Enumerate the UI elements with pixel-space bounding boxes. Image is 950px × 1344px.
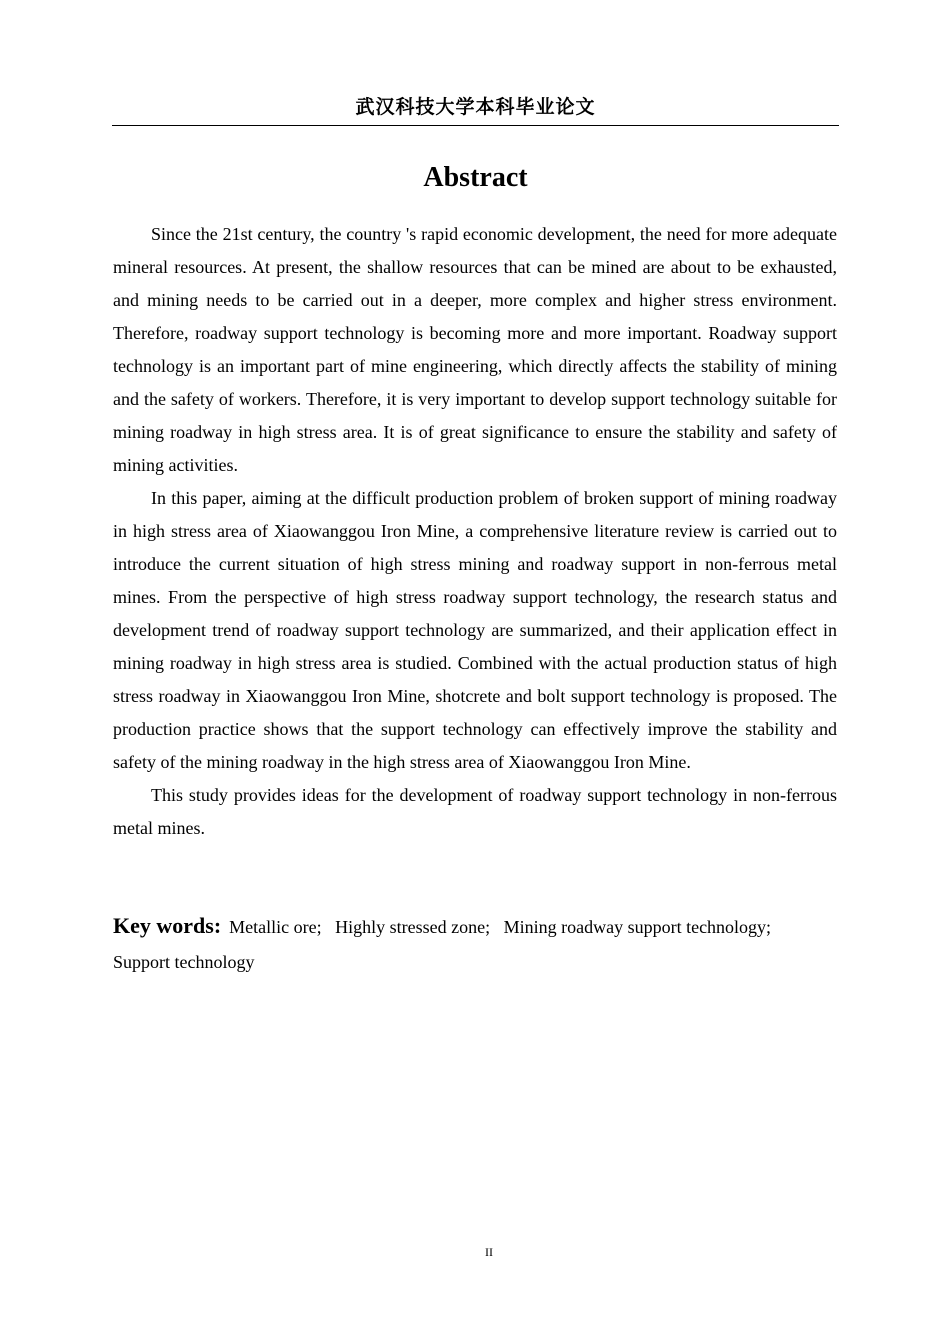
page-header — [112, 93, 839, 126]
keywords — [113, 908, 837, 980]
keyword: Highly stressed zone; — [335, 917, 491, 937]
keywords-label: Key words: — [113, 913, 222, 938]
keyword: Metallic ore; — [229, 917, 322, 937]
abstract-body — [113, 218, 837, 845]
keyword: Mining roadway support technology; — [503, 917, 772, 937]
abstract-paragraph: Since the 21st century, the country 's rapid economic development, the need for more adequate mineral resources. At present, the shallow resources that can be mined are about to be exhausted, and mining needs to be carried out in a deeper, more complex and higher stress environment. Therefore, roadway support technology is becoming more and more important. Roadway support technology is an important part of mine engineering, which directly affects the stability of mining and the safety of workers. Therefore, it is very important to develop support technology suitable for mining roadway in high stress area. It is of great significance to ensure the stability and safety of mining activities. — [113, 224, 837, 475]
keyword: Support technology — [113, 952, 255, 972]
header-title: 武汉科技大学本科毕业论文 — [355, 96, 596, 118]
page-number: II — [485, 1245, 493, 1259]
abstract-paragraph: This study provides ideas for the development of roadway support technology in non-ferrous metal mines. — [113, 785, 837, 838]
abstract-paragraph: In this paper, aiming at the difficult production problem of broken support of mining roadway in high stress area of Xiaowanggou Iron Mine, a comprehensive literature review is carried out to introduce the current situation of high stress mining and roadway support in non-ferrous metal mines. From the perspective of high stress roadway support technology, the research status and development trend of roadway support technology are summarized, and their application effect in mining roadway in high stress area is studied. Combined with the actual production status of high stress roadway in Xiaowanggou Iron Mine, shotcrete and bolt support technology is proposed. The production practice shows that the support technology can effectively improve the stability and safety of the mining roadway in the high stress area of Xiaowanggou Iron Mine. — [113, 488, 837, 772]
abstract-heading: Abstract — [423, 162, 528, 193]
